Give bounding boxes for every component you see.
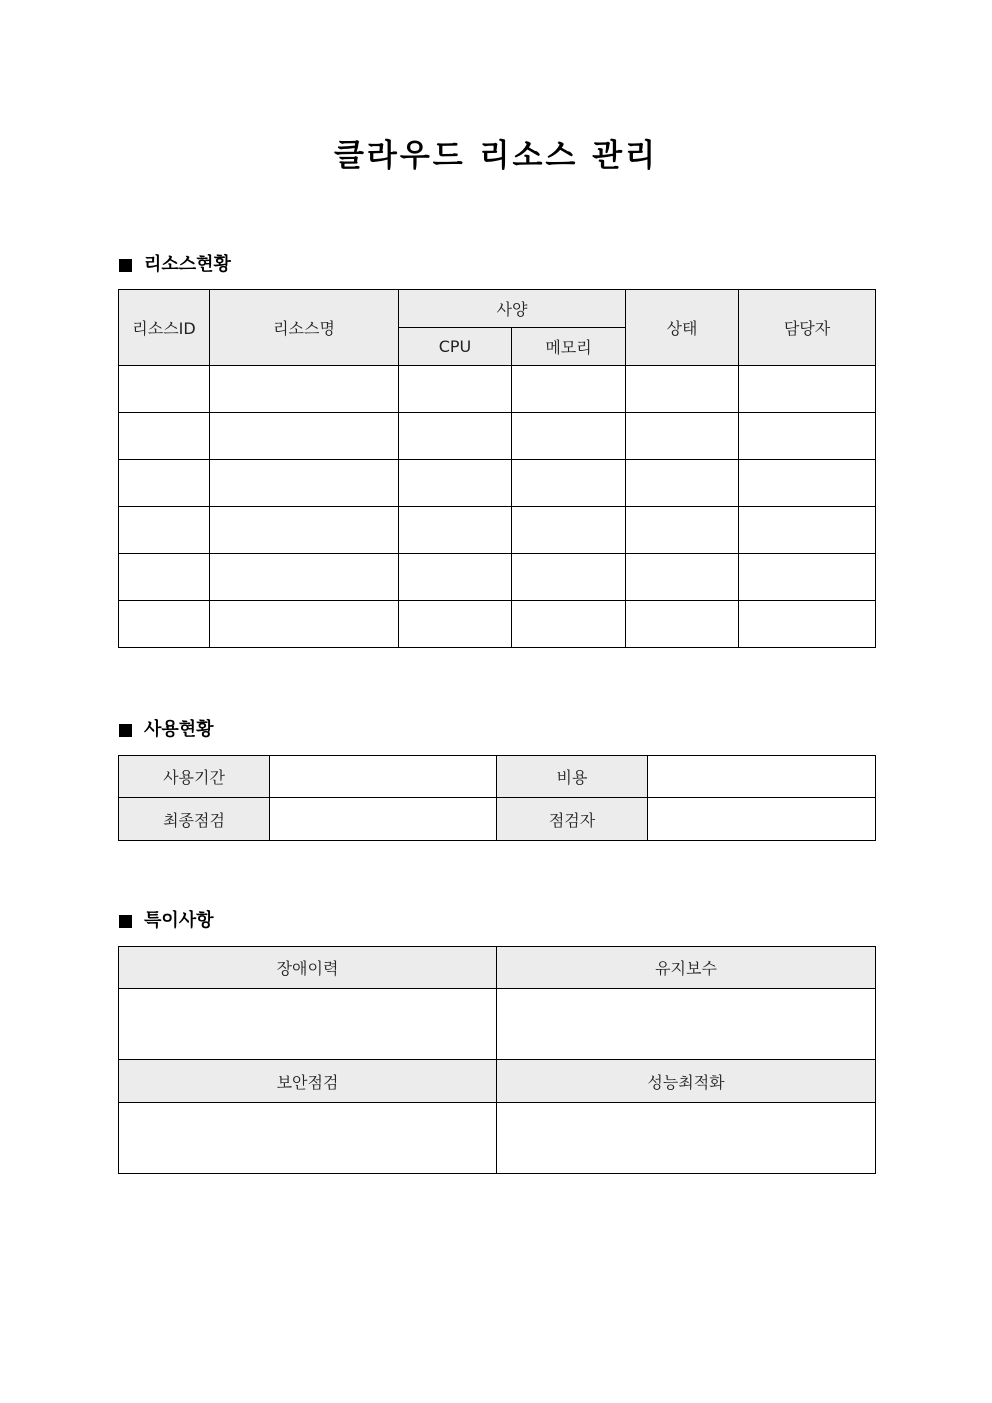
cell-cpu[interactable] [399, 507, 512, 554]
value-security-check[interactable] [119, 1103, 497, 1174]
cell-status[interactable] [626, 507, 739, 554]
table-header-row [119, 290, 876, 328]
table-row [119, 1103, 876, 1174]
cell-status[interactable] [626, 366, 739, 413]
cell-cpu[interactable] [399, 601, 512, 648]
table-row [119, 366, 876, 413]
table-row [119, 554, 876, 601]
header-failure-history: 장애이력 [119, 947, 497, 989]
cell-memory[interactable] [512, 601, 626, 648]
cell-memory[interactable] [512, 554, 626, 601]
header-maintenance: 유지보수 [497, 947, 876, 989]
cell-owner[interactable] [739, 507, 876, 554]
label-last-check: 최종점검 [119, 798, 270, 841]
table-row [119, 601, 876, 648]
section-heading-label: 사용현황 [144, 719, 214, 740]
value-failure-history[interactable] [119, 989, 497, 1060]
cell-resource-name[interactable] [210, 554, 399, 601]
cell-resource-id[interactable] [119, 507, 210, 554]
cell-owner[interactable] [739, 460, 876, 507]
cell-owner[interactable] [739, 413, 876, 460]
value-usage-period[interactable] [270, 756, 497, 798]
header-resource-name: 리소스명 [210, 290, 399, 366]
cell-status[interactable] [626, 554, 739, 601]
table-header-row [119, 947, 876, 989]
cell-resource-id[interactable] [119, 554, 210, 601]
cell-cpu[interactable] [399, 554, 512, 601]
table-row [119, 413, 876, 460]
table-row [119, 756, 876, 798]
header-cpu: CPU [399, 328, 512, 366]
label-cost: 비용 [497, 756, 648, 798]
cell-resource-id[interactable] [119, 460, 210, 507]
value-last-check[interactable] [270, 798, 497, 841]
cell-status[interactable] [626, 460, 739, 507]
cell-memory[interactable] [512, 366, 626, 413]
cell-memory[interactable] [512, 507, 626, 554]
cell-cpu[interactable] [399, 460, 512, 507]
cell-resource-name[interactable] [210, 366, 399, 413]
section-heading-label: 리소스현황 [144, 254, 231, 275]
header-spec: 사양 [399, 290, 626, 328]
section-heading-resources [119, 253, 231, 277]
black-square-icon [119, 259, 132, 272]
value-maintenance[interactable] [497, 989, 876, 1060]
header-resource-id: 리소스ID [119, 290, 210, 366]
value-cost[interactable] [648, 756, 876, 798]
resource-table [118, 289, 876, 648]
cell-cpu[interactable] [399, 413, 512, 460]
cell-memory[interactable] [512, 413, 626, 460]
cell-memory[interactable] [512, 460, 626, 507]
value-inspector[interactable] [648, 798, 876, 841]
cell-resource-name[interactable] [210, 601, 399, 648]
cell-resource-id[interactable] [119, 601, 210, 648]
table-header-row [119, 1060, 876, 1103]
section-heading-notes [119, 909, 214, 933]
cell-owner[interactable] [739, 601, 876, 648]
header-status: 상태 [626, 290, 739, 366]
cell-resource-name[interactable] [210, 413, 399, 460]
cell-resource-name[interactable] [210, 460, 399, 507]
cell-cpu[interactable] [399, 366, 512, 413]
label-inspector: 점검자 [497, 798, 648, 841]
black-square-icon [119, 724, 132, 737]
cell-owner[interactable] [739, 554, 876, 601]
notes-table [118, 946, 876, 1174]
value-performance-tuning[interactable] [497, 1103, 876, 1174]
cell-status[interactable] [626, 413, 739, 460]
table-row [119, 460, 876, 507]
header-performance-tuning: 성능최적화 [497, 1060, 876, 1103]
cell-resource-name[interactable] [210, 507, 399, 554]
cell-resource-id[interactable] [119, 366, 210, 413]
cell-status[interactable] [626, 601, 739, 648]
header-security-check: 보안점검 [119, 1060, 497, 1103]
black-square-icon [119, 915, 132, 928]
header-owner: 담당자 [739, 290, 876, 366]
section-heading-label: 특이사항 [144, 910, 214, 931]
table-row [119, 989, 876, 1060]
table-row [119, 507, 876, 554]
table-row [119, 798, 876, 841]
cell-resource-id[interactable] [119, 413, 210, 460]
label-usage-period: 사용기간 [119, 756, 270, 798]
usage-table [118, 755, 876, 841]
page-title: 클라우드 리소스 관리 [333, 138, 659, 174]
header-memory: 메모리 [512, 328, 626, 366]
cell-owner[interactable] [739, 366, 876, 413]
section-heading-usage [119, 718, 214, 742]
